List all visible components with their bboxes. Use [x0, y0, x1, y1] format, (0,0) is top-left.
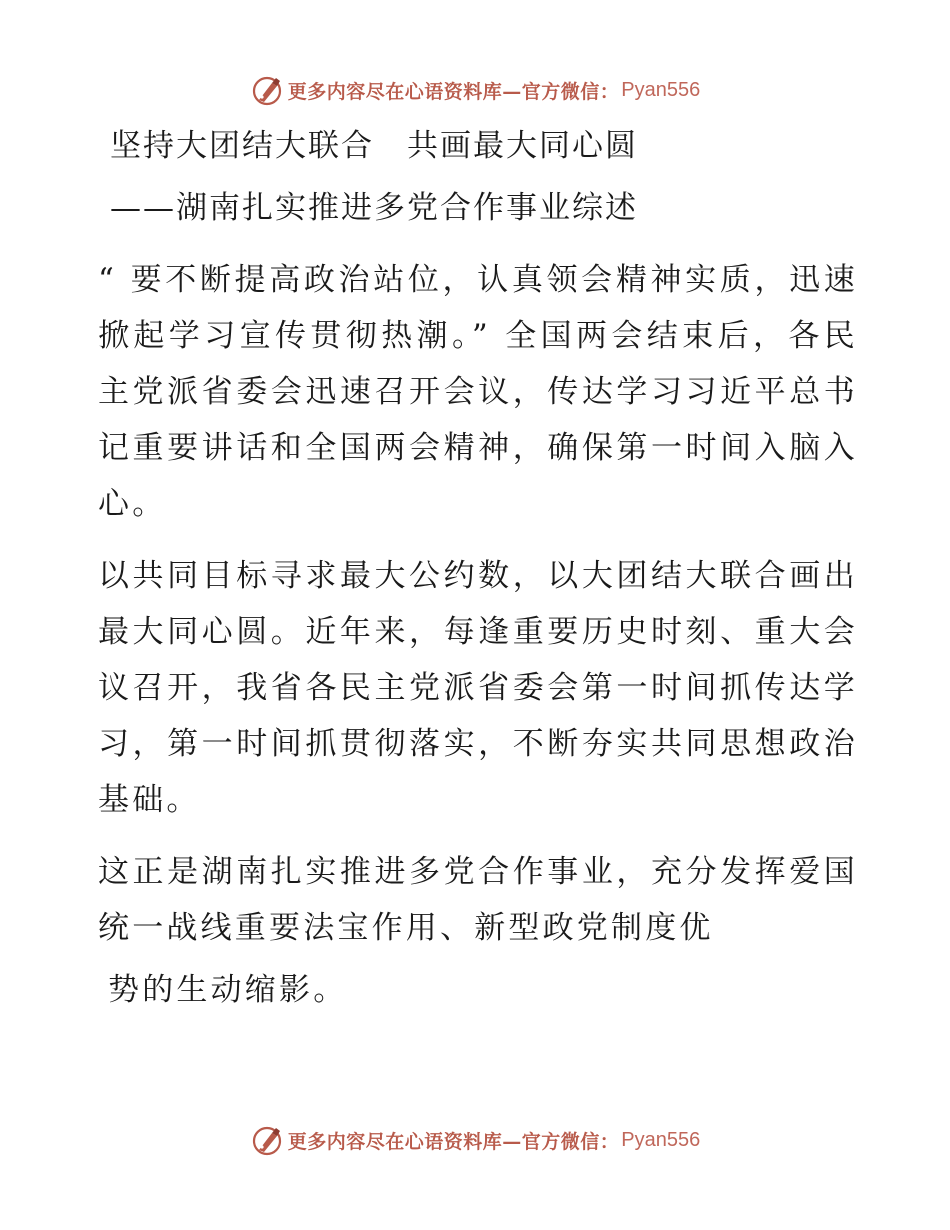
pen-logo-icon [250, 1123, 284, 1157]
watermark-wechat-id: Pyan556 [621, 1128, 701, 1151]
pen-logo-icon [250, 73, 284, 107]
watermark-text: 更多内容尽在心语资料库—官方微信： [287, 1130, 620, 1153]
paragraph-2: 以共同目标寻求最大公约数，以大团结大联合画出最大同心圆。近年来，每逢重要历史时刻、重大会议召开，我省各民主党派省委会第一时间抓传达学习，第一时间抓贯彻落实，不断夯实共同思想政治基础。 [98, 558, 858, 818]
paragraph-1: “ 要不断提高政治站位，认真领会精神实质，迅速掀起学习宣传贯彻热潮。” 全国两会结束后，各民主党派省委会迅速召开会议，传达学习习近平总书记重要讲话和全国两会精神，确保第一时间入脑入心。 [98, 262, 858, 522]
document-title: 坚持大团结大联合 共画最大同心圆 [110, 128, 638, 164]
paragraph-3: 这正是湖南扎实推进多党合作事业，充分发挥爱国统一战线重要法宝作用、新型政党制度优 [98, 854, 858, 946]
document-subtitle: ——湖南扎实推进多党合作事业综述 [110, 190, 638, 226]
paragraph-3-continuation: 势的生动缩影。 [108, 972, 348, 1008]
document-body [98, 124, 858, 1018]
watermark-text: 更多内容尽在心语资料库—官方微信： [287, 80, 620, 103]
footer-watermark [0, 1120, 950, 1160]
watermark-wechat-id: Pyan556 [621, 78, 701, 101]
header-watermark [0, 70, 950, 110]
